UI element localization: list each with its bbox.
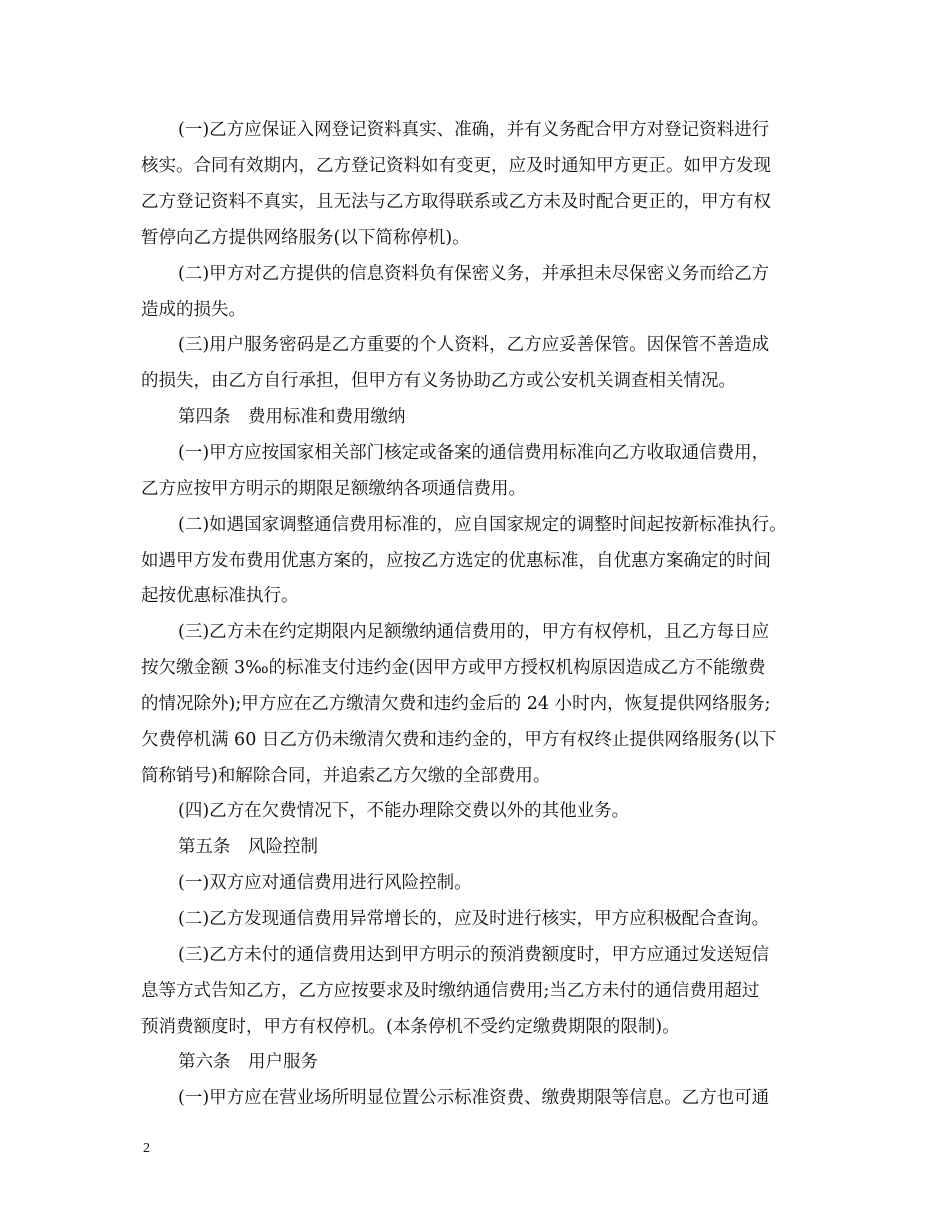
text-line: 的损失，由乙方自行承担，但甲方有义务协助乙方或公安机关调查相关情况。 (141, 371, 736, 391)
text-line: (一)甲方应在营业场所明显位置公示标准资费、缴费期限等信息。乙方也可通 (178, 1088, 770, 1108)
text-line: 预消费额度时，甲方有权停机。(本条停机不受约定缴费期限的限制)。 (141, 1017, 680, 1037)
text-line: 造成的损失。 (141, 300, 246, 320)
text-line: 欠费停机满 60 日乙方仍未缴清欠费和违约金的，甲方有权终止提供网络服务(以下 (141, 730, 777, 750)
text-line: 核实。合同有效期内，乙方登记资料如有变更，应及时通知甲方更正。如甲方发现 (141, 156, 771, 176)
section-heading: 第六条 用户服务 (178, 1052, 318, 1072)
text-line: (一)双方应对通信费用进行风险控制。 (178, 873, 472, 893)
page-number: 2 (143, 1141, 150, 1156)
text-line: (三)乙方未付的通信费用达到甲方明示的预消费额度时，甲方应通过发送短信 (178, 945, 770, 965)
text-line: 息等方式告知乙方，乙方应按要求及时缴纳通信费用;当乙方未付的通信费用超过 (141, 981, 760, 1001)
text-line: 暂停向乙方提供网络服务(以下简称停机)。 (141, 228, 470, 248)
text-line: (二)乙方发现通信费用异常增长的，应及时进行核实，甲方应积极配合查询。 (178, 909, 770, 929)
text-line: 简称销号)和解除合同，并追索乙方欠缴的全部费用。 (141, 766, 551, 786)
text-line: 如遇甲方发布费用优惠方案的，应按乙方选定的优惠标准，自优惠方案确定的时间 (141, 551, 771, 571)
section-heading: 第四条 费用标准和费用缴纳 (178, 407, 406, 427)
text-line: (一)甲方应按国家相关部门核定或备案的通信费用标准向乙方收取通信费用， (178, 443, 770, 463)
text-line: 按欠缴金额 3‰的标准支付违约金(因甲方或甲方授权机构原因造成乙方不能缴费 (141, 658, 766, 678)
section-heading: 第五条 风险控制 (178, 837, 318, 857)
text-line: 乙方应按甲方明示的期限足额缴纳各项通信费用。 (141, 479, 526, 499)
text-line: 的情况除外);甲方应在乙方缴清欠费和违约金后的 24 小时内，恢复提供网络服务; (141, 694, 771, 714)
text-line: (二)如遇国家调整通信费用标准的，应自国家规定的调整时间起按新标准执行。 (178, 515, 787, 535)
text-line: (四)乙方在欠费情况下，不能办理除交费以外的其他业务。 (178, 801, 630, 821)
text-line: (三)乙方未在约定期限内足额缴纳通信费用的，甲方有权停机，且乙方每日应 (178, 622, 770, 642)
text-line: (一)乙方应保证入网登记资料真实、准确，并有义务配合甲方对登记资料进行 (178, 120, 770, 140)
text-line: 起按优惠标准执行。 (141, 586, 299, 606)
text-line: (二)甲方对乙方提供的信息资料负有保密义务，并承担未尽保密义务而给乙方 (178, 264, 770, 284)
text-line: 乙方登记资料不真实，且无法与乙方取得联系或乙方未及时配合更正的，甲方有权 (141, 192, 771, 212)
text-line: (三)用户服务密码是乙方重要的个人资料，乙方应妥善保管。因保管不善造成 (178, 335, 770, 355)
